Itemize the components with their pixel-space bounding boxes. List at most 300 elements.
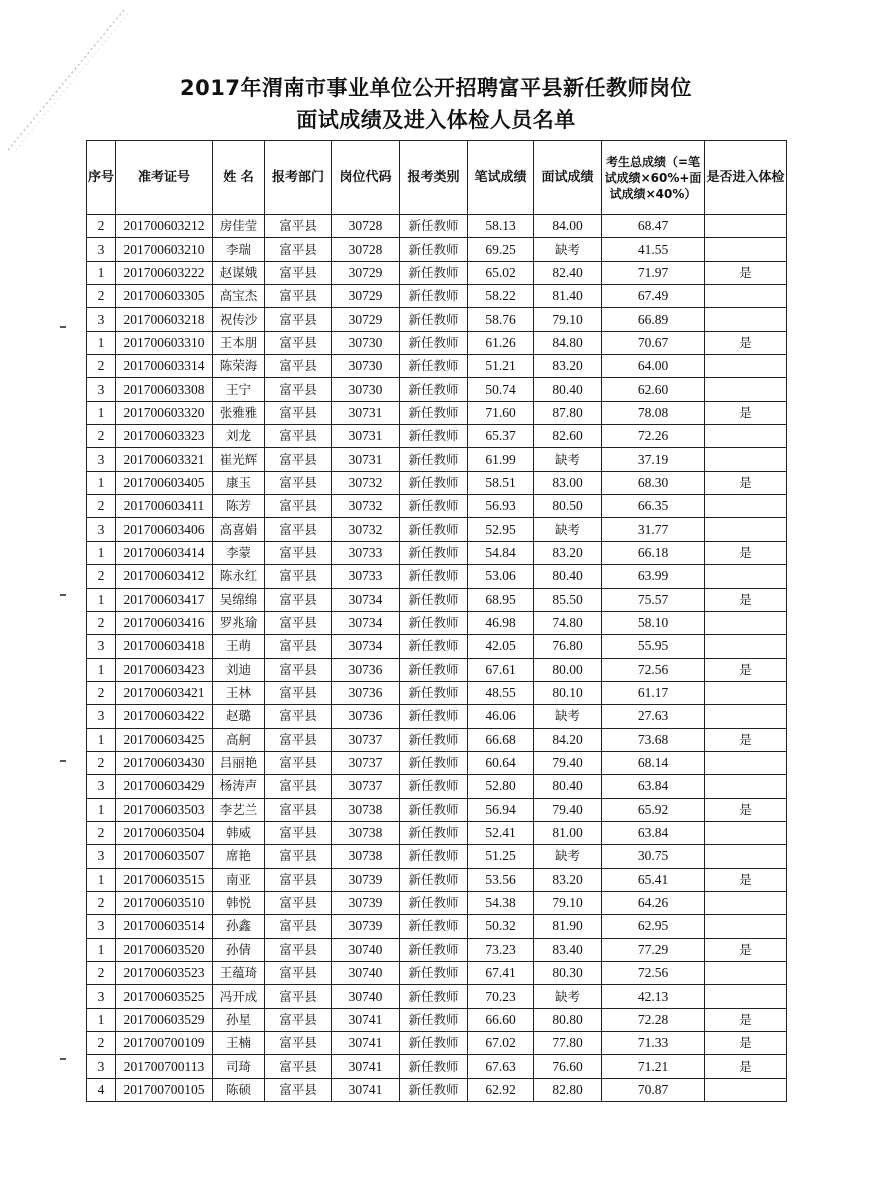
cell-ticket: 201700700105	[116, 1078, 213, 1101]
cell-physical	[705, 495, 787, 518]
cell-physical	[705, 238, 787, 261]
cell-type: 新任教师	[400, 1032, 468, 1055]
cell-total: 63.84	[602, 821, 705, 844]
cell-interview: 85.50	[534, 588, 602, 611]
header-seq: 序号	[87, 141, 116, 215]
cell-total: 37.19	[602, 448, 705, 471]
cell-seq: 4	[87, 1078, 116, 1101]
header-post: 岗位代码	[332, 141, 400, 215]
cell-post: 30738	[332, 845, 400, 868]
table-row	[87, 541, 787, 564]
cell-physical: 是	[705, 541, 787, 564]
cell-total: 67.49	[602, 285, 705, 308]
table-row	[87, 985, 787, 1008]
cell-total: 66.18	[602, 541, 705, 564]
cell-total: 65.41	[602, 868, 705, 891]
table-row	[87, 495, 787, 518]
cell-type: 新任教师	[400, 518, 468, 541]
cell-seq: 2	[87, 1032, 116, 1055]
table-row	[87, 751, 787, 774]
cell-written: 50.32	[468, 915, 534, 938]
cell-physical: 是	[705, 798, 787, 821]
cell-ticket: 201700603210	[116, 238, 213, 261]
cell-written: 58.76	[468, 308, 534, 331]
cell-physical: 是	[705, 728, 787, 751]
cell-total: 77.29	[602, 938, 705, 961]
scan-mark	[60, 326, 66, 328]
cell-post: 30737	[332, 751, 400, 774]
cell-name: 赵谋娥	[213, 261, 265, 284]
table-row	[87, 681, 787, 704]
cell-name: 王宁	[213, 378, 265, 401]
cell-written: 56.94	[468, 798, 534, 821]
cell-written: 54.38	[468, 891, 534, 914]
cell-total: 70.67	[602, 331, 705, 354]
cell-post: 30729	[332, 261, 400, 284]
table-row	[87, 891, 787, 914]
table-row	[87, 1032, 787, 1055]
cell-ticket: 201700603515	[116, 868, 213, 891]
cell-name: 南亚	[213, 868, 265, 891]
cell-total: 72.56	[602, 962, 705, 985]
cell-interview: 83.20	[534, 868, 602, 891]
cell-seq: 1	[87, 261, 116, 284]
cell-written: 54.84	[468, 541, 534, 564]
cell-post: 30731	[332, 448, 400, 471]
header-written: 笔试成绩	[468, 141, 534, 215]
cell-physical	[705, 565, 787, 588]
table-row	[87, 471, 787, 494]
cell-name: 高宝杰	[213, 285, 265, 308]
cell-post: 30729	[332, 285, 400, 308]
cell-total: 65.92	[602, 798, 705, 821]
cell-post: 30732	[332, 471, 400, 494]
cell-physical: 是	[705, 471, 787, 494]
cell-written: 67.41	[468, 962, 534, 985]
cell-ticket: 201700603405	[116, 471, 213, 494]
table-row	[87, 915, 787, 938]
cell-ticket: 201700603423	[116, 658, 213, 681]
cell-interview: 76.80	[534, 635, 602, 658]
results-table	[86, 140, 787, 1102]
cell-type: 新任教师	[400, 821, 468, 844]
cell-seq: 1	[87, 588, 116, 611]
table-row	[87, 238, 787, 261]
cell-type: 新任教师	[400, 588, 468, 611]
table-row	[87, 728, 787, 751]
header-physical: 是否进入体检	[705, 141, 787, 215]
cell-type: 新任教师	[400, 215, 468, 238]
cell-name: 吴绵绵	[213, 588, 265, 611]
cell-interview: 83.20	[534, 541, 602, 564]
cell-name: 司琦	[213, 1055, 265, 1078]
cell-written: 53.56	[468, 868, 534, 891]
cell-type: 新任教师	[400, 285, 468, 308]
cell-type: 新任教师	[400, 845, 468, 868]
cell-interview: 79.10	[534, 308, 602, 331]
cell-dept: 富平县	[265, 401, 332, 424]
cell-written: 62.92	[468, 1078, 534, 1101]
cell-ticket: 201700603418	[116, 635, 213, 658]
cell-written: 67.02	[468, 1032, 534, 1055]
cell-name: 高喜娟	[213, 518, 265, 541]
cell-ticket: 201700603308	[116, 378, 213, 401]
cell-name: 孙倩	[213, 938, 265, 961]
table-row	[87, 401, 787, 424]
cell-post: 30739	[332, 915, 400, 938]
cell-post: 30730	[332, 378, 400, 401]
cell-total: 72.26	[602, 425, 705, 448]
cell-post: 30740	[332, 962, 400, 985]
cell-physical	[705, 845, 787, 868]
cell-seq: 1	[87, 938, 116, 961]
cell-post: 30729	[332, 308, 400, 331]
cell-interview: 缺考	[534, 518, 602, 541]
header-dept: 报考部门	[265, 141, 332, 215]
cell-type: 新任教师	[400, 938, 468, 961]
cell-type: 新任教师	[400, 635, 468, 658]
cell-interview: 80.10	[534, 681, 602, 704]
cell-type: 新任教师	[400, 751, 468, 774]
cell-type: 新任教师	[400, 775, 468, 798]
cell-type: 新任教师	[400, 705, 468, 728]
cell-interview: 81.90	[534, 915, 602, 938]
cell-physical	[705, 775, 787, 798]
cell-total: 42.13	[602, 985, 705, 1008]
cell-interview: 84.00	[534, 215, 602, 238]
cell-type: 新任教师	[400, 915, 468, 938]
cell-post: 30728	[332, 215, 400, 238]
cell-dept: 富平县	[265, 728, 332, 751]
cell-type: 新任教师	[400, 611, 468, 634]
table-row	[87, 635, 787, 658]
cell-type: 新任教师	[400, 1055, 468, 1078]
cell-type: 新任教师	[400, 378, 468, 401]
cell-seq: 3	[87, 238, 116, 261]
cell-post: 30733	[332, 565, 400, 588]
cell-total: 71.33	[602, 1032, 705, 1055]
cell-post: 30731	[332, 425, 400, 448]
table-row	[87, 705, 787, 728]
table-row	[87, 868, 787, 891]
table-row	[87, 425, 787, 448]
cell-written: 52.41	[468, 821, 534, 844]
cell-ticket: 201700603310	[116, 331, 213, 354]
cell-interview: 缺考	[534, 448, 602, 471]
cell-ticket: 201700603514	[116, 915, 213, 938]
cell-interview: 80.30	[534, 962, 602, 985]
cell-physical	[705, 985, 787, 1008]
cell-ticket: 201700603222	[116, 261, 213, 284]
cell-seq: 1	[87, 401, 116, 424]
cell-seq: 3	[87, 1055, 116, 1078]
table-row	[87, 611, 787, 634]
cell-physical	[705, 962, 787, 985]
cell-ticket: 201700603520	[116, 938, 213, 961]
cell-physical	[705, 705, 787, 728]
cell-physical: 是	[705, 1008, 787, 1031]
cell-total: 61.17	[602, 681, 705, 704]
cell-written: 67.63	[468, 1055, 534, 1078]
cell-seq: 3	[87, 915, 116, 938]
cell-physical: 是	[705, 261, 787, 284]
cell-written: 66.60	[468, 1008, 534, 1031]
cell-ticket: 201700603412	[116, 565, 213, 588]
cell-physical	[705, 751, 787, 774]
cell-dept: 富平县	[265, 1078, 332, 1101]
table-row	[87, 588, 787, 611]
document-title-line1: 2017年渭南市事业单位公开招聘富平县新任教师岗位	[180, 76, 692, 100]
cell-written: 60.64	[468, 751, 534, 774]
cell-interview: 83.20	[534, 355, 602, 378]
cell-written: 69.25	[468, 238, 534, 261]
cell-written: 53.06	[468, 565, 534, 588]
cell-ticket: 201700603320	[116, 401, 213, 424]
cell-name: 刘龙	[213, 425, 265, 448]
cell-interview: 80.50	[534, 495, 602, 518]
cell-post: 30734	[332, 635, 400, 658]
cell-type: 新任教师	[400, 1008, 468, 1031]
cell-post: 30732	[332, 518, 400, 541]
scan-mark	[60, 760, 66, 762]
cell-dept: 富平县	[265, 821, 332, 844]
cell-dept: 富平县	[265, 868, 332, 891]
table-row	[87, 355, 787, 378]
cell-interview: 82.80	[534, 1078, 602, 1101]
cell-dept: 富平县	[265, 355, 332, 378]
cell-physical: 是	[705, 1032, 787, 1055]
cell-ticket: 201700603305	[116, 285, 213, 308]
cell-seq: 1	[87, 471, 116, 494]
cell-post: 30732	[332, 495, 400, 518]
cell-name: 李蒙	[213, 541, 265, 564]
cell-name: 王蕴琦	[213, 962, 265, 985]
cell-type: 新任教师	[400, 868, 468, 891]
table-row	[87, 448, 787, 471]
cell-post: 30731	[332, 401, 400, 424]
cell-dept: 富平县	[265, 635, 332, 658]
cell-physical: 是	[705, 588, 787, 611]
cell-name: 吕丽艳	[213, 751, 265, 774]
cell-written: 46.98	[468, 611, 534, 634]
table-row	[87, 378, 787, 401]
cell-dept: 富平县	[265, 1032, 332, 1055]
header-name: 姓 名	[213, 141, 265, 215]
cell-seq: 1	[87, 331, 116, 354]
cell-interview: 80.40	[534, 775, 602, 798]
cell-dept: 富平县	[265, 985, 332, 1008]
cell-total: 63.84	[602, 775, 705, 798]
cell-type: 新任教师	[400, 658, 468, 681]
cell-total: 72.28	[602, 1008, 705, 1031]
table-row	[87, 308, 787, 331]
cell-interview: 82.40	[534, 261, 602, 284]
cell-total: 62.95	[602, 915, 705, 938]
cell-interview: 81.40	[534, 285, 602, 308]
cell-seq: 3	[87, 985, 116, 1008]
cell-written: 65.02	[468, 261, 534, 284]
cell-interview: 缺考	[534, 985, 602, 1008]
cell-dept: 富平县	[265, 611, 332, 634]
cell-post: 30739	[332, 868, 400, 891]
cell-seq: 1	[87, 798, 116, 821]
table-row	[87, 518, 787, 541]
cell-dept: 富平县	[265, 518, 332, 541]
cell-ticket: 201700603425	[116, 728, 213, 751]
cell-type: 新任教师	[400, 448, 468, 471]
cell-name: 杨涛声	[213, 775, 265, 798]
cell-written: 52.80	[468, 775, 534, 798]
cell-dept: 富平县	[265, 775, 332, 798]
cell-type: 新任教师	[400, 425, 468, 448]
cell-physical	[705, 425, 787, 448]
cell-ticket: 201700603421	[116, 681, 213, 704]
cell-post: 30737	[332, 775, 400, 798]
cell-dept: 富平县	[265, 448, 332, 471]
cell-post: 30730	[332, 355, 400, 378]
cell-total: 68.47	[602, 215, 705, 238]
cell-ticket: 201700603510	[116, 891, 213, 914]
cell-type: 新任教师	[400, 798, 468, 821]
cell-name: 孙星	[213, 1008, 265, 1031]
cell-written: 51.25	[468, 845, 534, 868]
table-row	[87, 565, 787, 588]
table-row	[87, 331, 787, 354]
cell-post: 30738	[332, 821, 400, 844]
cell-physical	[705, 1078, 787, 1101]
cell-written: 71.60	[468, 401, 534, 424]
cell-seq: 1	[87, 868, 116, 891]
cell-interview: 79.40	[534, 751, 602, 774]
cell-physical	[705, 308, 787, 331]
cell-written: 58.22	[468, 285, 534, 308]
cell-type: 新任教师	[400, 401, 468, 424]
cell-physical	[705, 915, 787, 938]
cell-total: 73.68	[602, 728, 705, 751]
cell-name: 王林	[213, 681, 265, 704]
cell-seq: 2	[87, 355, 116, 378]
table-row	[87, 261, 787, 284]
cell-seq: 3	[87, 705, 116, 728]
cell-total: 27.63	[602, 705, 705, 728]
cell-physical	[705, 681, 787, 704]
cell-name: 陈永红	[213, 565, 265, 588]
table-row	[87, 845, 787, 868]
cell-written: 56.93	[468, 495, 534, 518]
cell-seq: 1	[87, 658, 116, 681]
cell-interview: 缺考	[534, 705, 602, 728]
cell-physical	[705, 448, 787, 471]
cell-seq: 1	[87, 541, 116, 564]
cell-interview: 74.80	[534, 611, 602, 634]
cell-type: 新任教师	[400, 355, 468, 378]
cell-name: 孙鑫	[213, 915, 265, 938]
cell-written: 58.51	[468, 471, 534, 494]
cell-dept: 富平县	[265, 495, 332, 518]
cell-post: 30736	[332, 681, 400, 704]
cell-post: 30733	[332, 541, 400, 564]
cell-ticket: 201700700113	[116, 1055, 213, 1078]
cell-name: 康玉	[213, 471, 265, 494]
cell-written: 68.95	[468, 588, 534, 611]
cell-ticket: 201700603417	[116, 588, 213, 611]
cell-name: 李艺兰	[213, 798, 265, 821]
cell-seq: 2	[87, 751, 116, 774]
cell-type: 新任教师	[400, 962, 468, 985]
cell-post: 30741	[332, 1078, 400, 1101]
cell-written: 52.95	[468, 518, 534, 541]
cell-dept: 富平县	[265, 751, 332, 774]
cell-physical	[705, 355, 787, 378]
cell-interview: 83.40	[534, 938, 602, 961]
cell-interview: 83.00	[534, 471, 602, 494]
header-total: 考生总成绩（=笔试成绩×60%+面试成绩×40%）	[602, 141, 705, 215]
cell-interview: 76.60	[534, 1055, 602, 1078]
cell-interview: 81.00	[534, 821, 602, 844]
cell-type: 新任教师	[400, 1078, 468, 1101]
cell-seq: 2	[87, 891, 116, 914]
cell-name: 赵璐	[213, 705, 265, 728]
cell-dept: 富平县	[265, 471, 332, 494]
cell-ticket: 201700603314	[116, 355, 213, 378]
cell-dept: 富平县	[265, 331, 332, 354]
table-row	[87, 215, 787, 238]
cell-post: 30740	[332, 938, 400, 961]
cell-total: 68.30	[602, 471, 705, 494]
cell-total: 58.10	[602, 611, 705, 634]
cell-physical	[705, 611, 787, 634]
cell-post: 30734	[332, 611, 400, 634]
cell-seq: 3	[87, 378, 116, 401]
cell-dept: 富平县	[265, 1055, 332, 1078]
cell-name: 王楠	[213, 1032, 265, 1055]
cell-name: 张雅雅	[213, 401, 265, 424]
cell-seq: 3	[87, 845, 116, 868]
cell-written: 73.23	[468, 938, 534, 961]
cell-total: 72.56	[602, 658, 705, 681]
cell-physical: 是	[705, 401, 787, 424]
cell-dept: 富平县	[265, 705, 332, 728]
cell-ticket: 201700603323	[116, 425, 213, 448]
cell-name: 刘迪	[213, 658, 265, 681]
header-ticket: 准考证号	[116, 141, 213, 215]
cell-written: 46.06	[468, 705, 534, 728]
scan-mark	[60, 594, 66, 596]
cell-ticket: 201700603321	[116, 448, 213, 471]
cell-seq: 3	[87, 518, 116, 541]
cell-physical	[705, 378, 787, 401]
cell-dept: 富平县	[265, 938, 332, 961]
cell-type: 新任教师	[400, 565, 468, 588]
cell-physical: 是	[705, 868, 787, 891]
cell-post: 30737	[332, 728, 400, 751]
cell-interview: 79.40	[534, 798, 602, 821]
cell-name: 高舸	[213, 728, 265, 751]
cell-post: 30734	[332, 588, 400, 611]
cell-written: 70.23	[468, 985, 534, 1008]
cell-dept: 富平县	[265, 588, 332, 611]
cell-physical	[705, 215, 787, 238]
cell-seq: 2	[87, 962, 116, 985]
cell-type: 新任教师	[400, 238, 468, 261]
table-row	[87, 1078, 787, 1101]
table-row	[87, 775, 787, 798]
cell-name: 席艳	[213, 845, 265, 868]
table-row	[87, 962, 787, 985]
cell-seq: 2	[87, 611, 116, 634]
cell-seq: 3	[87, 308, 116, 331]
table-row	[87, 798, 787, 821]
